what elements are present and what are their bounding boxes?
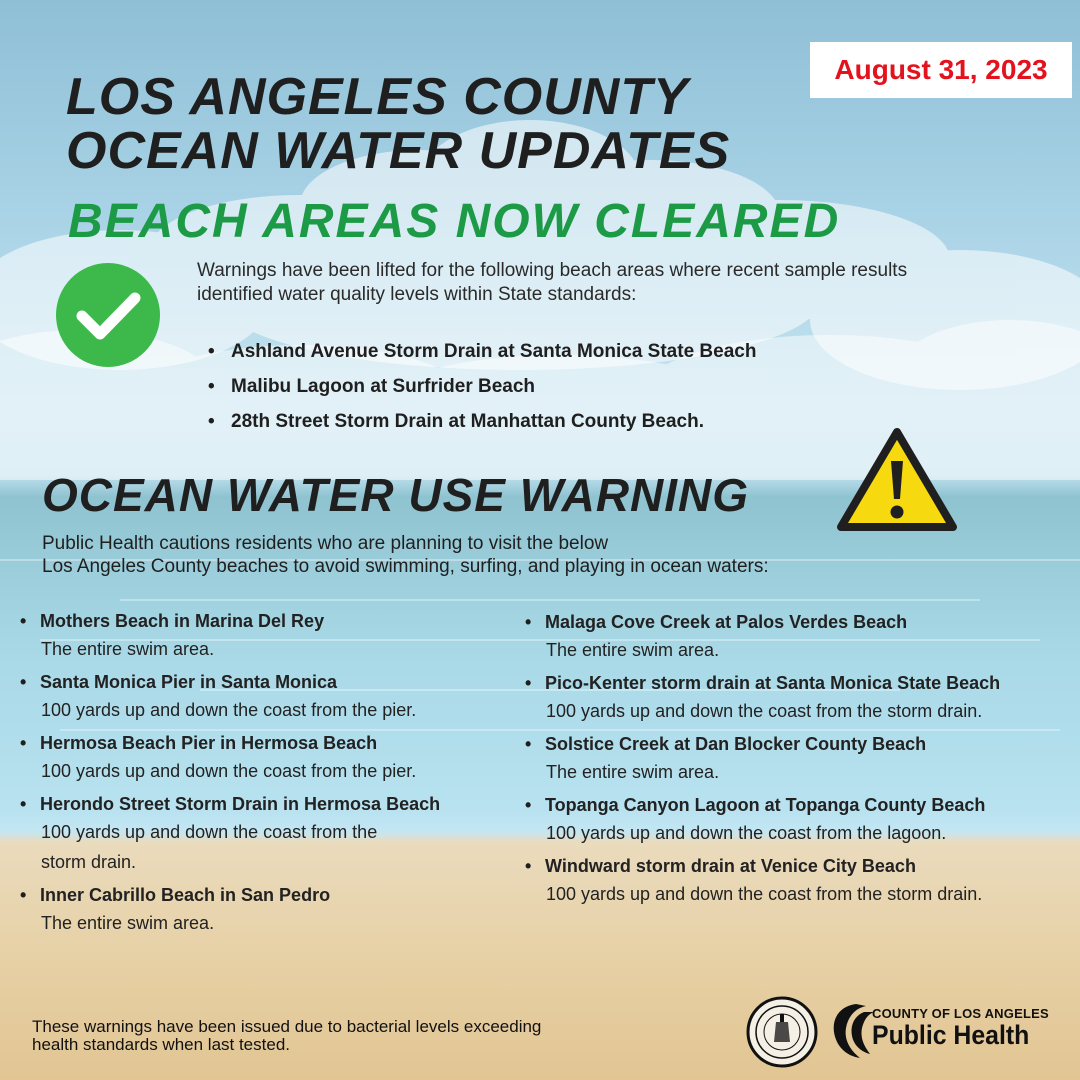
cleared-item: • Ashland Avenue Storm Drain at Santa Monica State Beach: [208, 338, 756, 373]
location-name: • Herondo Street Storm Drain in Hermosa Beach: [40, 794, 441, 814]
footer-line-2: health standards when last tested.: [32, 1035, 290, 1054]
location-note: The entire swim area.: [546, 762, 720, 782]
cleared-list: [208, 338, 756, 443]
location-name: • Hermosa Beach Pier in Hermosa Beach: [40, 733, 378, 753]
location-name: • Pico-Kenter storm drain at Santa Monica State Beach: [545, 673, 1001, 693]
check-circle-icon: [55, 262, 161, 368]
location-note: 100 yards up and down the coast from the pier.: [41, 700, 417, 720]
warning-list-left: [20, 608, 500, 943]
caution-line-2: Los Angeles County beaches to avoid swimming, surfing, and playing in ocean waters:: [42, 556, 769, 577]
logo-small-text: COUNTY OF LOS ANGELES: [872, 1006, 1049, 1021]
location-note: 100 yards up and down the coast from the storm drain.: [546, 884, 983, 904]
list-item: [20, 608, 500, 664]
list-item: [20, 882, 500, 938]
cleared-intro: Warnings have been lifted for the following beach areas where recent sample results identified water quality levels within State standards:: [197, 260, 908, 305]
list-item: [20, 730, 500, 786]
cleared-heading: BEACH AREAS NOW CLEARED: [68, 195, 841, 248]
date-badge: [810, 42, 1072, 98]
warning-heading: OCEAN WATER USE WARNING: [42, 469, 750, 521]
list-item: [525, 731, 1075, 787]
cleared-item: • 28th Street Storm Drain at Manhattan County Beach.: [208, 408, 756, 443]
list-item: [525, 609, 1075, 665]
location-note: 100 yards up and down the coast from the storm drain.: [546, 701, 983, 721]
location-note: The entire swim area.: [546, 640, 720, 660]
list-item: [525, 670, 1075, 726]
location-name: • Santa Monica Pier in Santa Monica: [40, 672, 338, 692]
title-line-2: OCEAN WATER UPDATES: [66, 122, 731, 180]
location-name: • Mothers Beach in Marina Del Rey: [40, 611, 325, 631]
cleared-item: • Malibu Lagoon at Surfrider Beach: [208, 373, 756, 408]
caution-text: [42, 532, 922, 578]
location-name: • Topanga Canyon Lagoon at Topanga County Beach: [545, 795, 986, 815]
title-line-1: LOS ANGELES COUNTY: [66, 68, 689, 126]
page-title: [66, 70, 730, 178]
list-item: [20, 669, 500, 725]
list-item: [20, 791, 500, 877]
location-note: 100 yards up and down the coast from the pier.: [41, 761, 417, 781]
list-item: [525, 792, 1075, 848]
county-seal-icon: [746, 996, 818, 1068]
warning-triangle-icon: [836, 427, 958, 533]
caution-line-1: Public Health cautions residents who are planning to visit the below: [42, 533, 609, 554]
date-text: August 31, 2023: [834, 54, 1048, 85]
location-name: • Malaga Cove Creek at Palos Verdes Beach: [545, 612, 908, 632]
footer-line-1: These warnings have been issued due to bacterial levels exceeding: [32, 1017, 542, 1036]
list-item: [525, 853, 1075, 909]
location-note: 100 yards up and down the coast from the storm drain.: [41, 822, 378, 872]
location-note: 100 yards up and down the coast from the lagoon.: [546, 823, 947, 843]
location-note: The entire swim area.: [41, 913, 215, 933]
warning-list-right: [525, 609, 1075, 914]
location-name: • Inner Cabrillo Beach in San Pedro: [40, 885, 331, 905]
location-note: The entire swim area.: [41, 639, 215, 659]
location-name: • Windward storm drain at Venice City Beach: [545, 856, 916, 876]
logo-big-text: Public Health: [872, 1020, 1030, 1050]
location-name: • Solstice Creek at Dan Blocker County Beach: [545, 734, 927, 754]
footer-note: [32, 1018, 722, 1054]
